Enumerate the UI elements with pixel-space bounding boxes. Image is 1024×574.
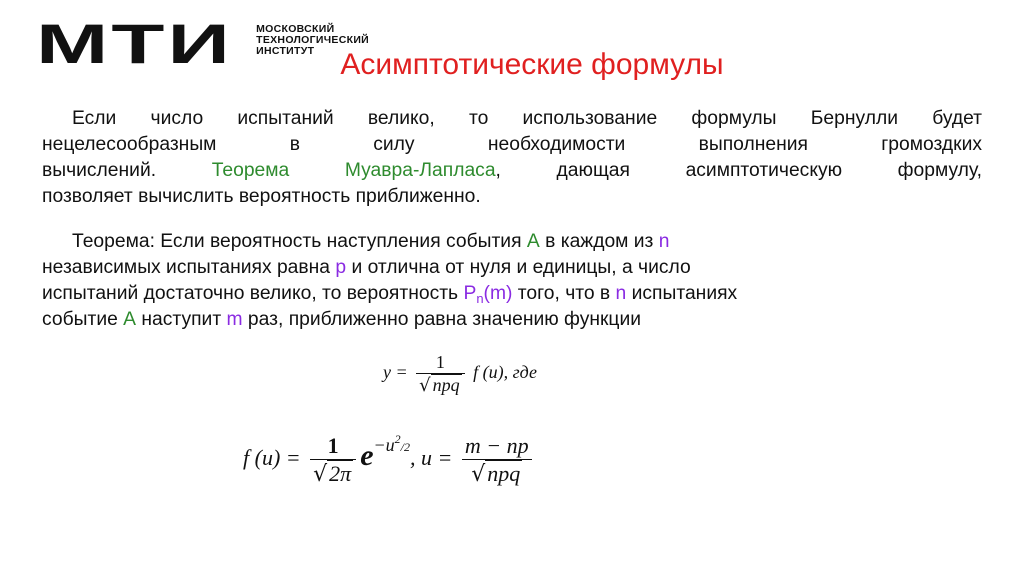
formula2-mid: , u =	[410, 445, 453, 470]
symbol-P: P	[463, 283, 477, 304]
symbol-A: А	[526, 231, 540, 252]
formula1-radicand: npq	[432, 375, 460, 395]
exp-u: −u	[373, 435, 395, 455]
formula2-fraction	[310, 433, 356, 487]
p2-text: Теорема: Если вероятность наступления события	[72, 231, 527, 252]
p2-line-3	[42, 281, 982, 307]
p2-line-4	[42, 307, 982, 333]
p1-text-cont: , дающая асимптотическую формулу,	[495, 160, 982, 181]
p2-text: наступит	[136, 309, 227, 330]
formula2-radicand: 2π	[329, 460, 352, 486]
sqrt-icon: √	[419, 375, 431, 396]
p2-text: событие	[42, 309, 124, 330]
symbol-A: А	[123, 309, 137, 330]
formula2-u-fraction	[462, 433, 532, 487]
formula1-denominator	[416, 373, 464, 396]
symbol-p: p	[335, 257, 347, 278]
formula-fu	[243, 432, 536, 487]
p2-text: испытаниях	[626, 283, 738, 304]
logo-line-3: ИНСТИТУТ	[256, 45, 315, 57]
p1-line-4: позволяет вычислить вероятность приближенно.	[42, 186, 481, 207]
theorem-name: Теорема Муавра-Лапласа	[211, 160, 496, 181]
symbol-sub-n: n	[476, 291, 484, 306]
formula1-rhs: f (u), где	[473, 362, 537, 383]
formula2-u-radicand: npq	[487, 460, 521, 486]
p1-text: вычислений.	[42, 160, 212, 181]
logo-line-1: МОСКОВСКИЙ	[256, 23, 335, 35]
logo-mark: МТИ	[36, 12, 234, 75]
symbol-Pn-m	[463, 283, 512, 304]
p2-text: независимых испытаниях равна	[42, 257, 336, 278]
formula2-lhs: f (u) =	[243, 445, 301, 470]
sqrt-icon: √	[313, 461, 328, 487]
p2-line-2	[42, 255, 982, 281]
formula1-lhs: y =	[383, 362, 408, 383]
formula2-u-numerator: m − np	[464, 432, 529, 458]
symbol-m: m	[226, 309, 243, 330]
p2-text: и отлична от нуля и единицы, а число	[346, 257, 691, 278]
p1-line-3	[42, 158, 982, 184]
p2-text: в каждом из	[539, 231, 659, 252]
paragraph-intro	[42, 106, 982, 210]
formula2-u-denominator	[462, 459, 532, 487]
slide-title: Асимптотические формулы	[340, 48, 724, 81]
p2-text: раз, приближенно равна значению функции	[242, 309, 642, 330]
formula2-denominator	[310, 459, 356, 487]
symbol-n: n	[658, 231, 670, 252]
p2-line-1	[42, 229, 982, 255]
p2-text: того, что в	[512, 283, 616, 304]
formula2-numerator: 1	[327, 432, 339, 458]
paragraph-theorem	[42, 229, 982, 333]
exp-divide: /2	[400, 440, 411, 454]
logo-line-2: ТЕХНОЛОГИЧЕСКИЙ	[256, 34, 370, 46]
p1-line-1: Если число испытаний велико, то использование формулы Бернулли будет	[72, 108, 982, 129]
formula-y	[383, 352, 537, 396]
sqrt-icon: √	[471, 461, 486, 487]
formula1-fraction	[416, 352, 464, 396]
formula1-numerator: 1	[435, 352, 445, 372]
symbol-m-paren: (m)	[483, 283, 513, 304]
p1-line-2: нецелесообразным в силу необходимости выполнения громоздких	[42, 134, 982, 155]
exp-square: 2	[394, 432, 401, 446]
exp-base: e	[360, 439, 374, 472]
exp-power	[373, 432, 411, 455]
symbol-n: n	[615, 283, 627, 304]
p2-text: испытаний достаточно велико, то вероятность	[42, 283, 464, 304]
